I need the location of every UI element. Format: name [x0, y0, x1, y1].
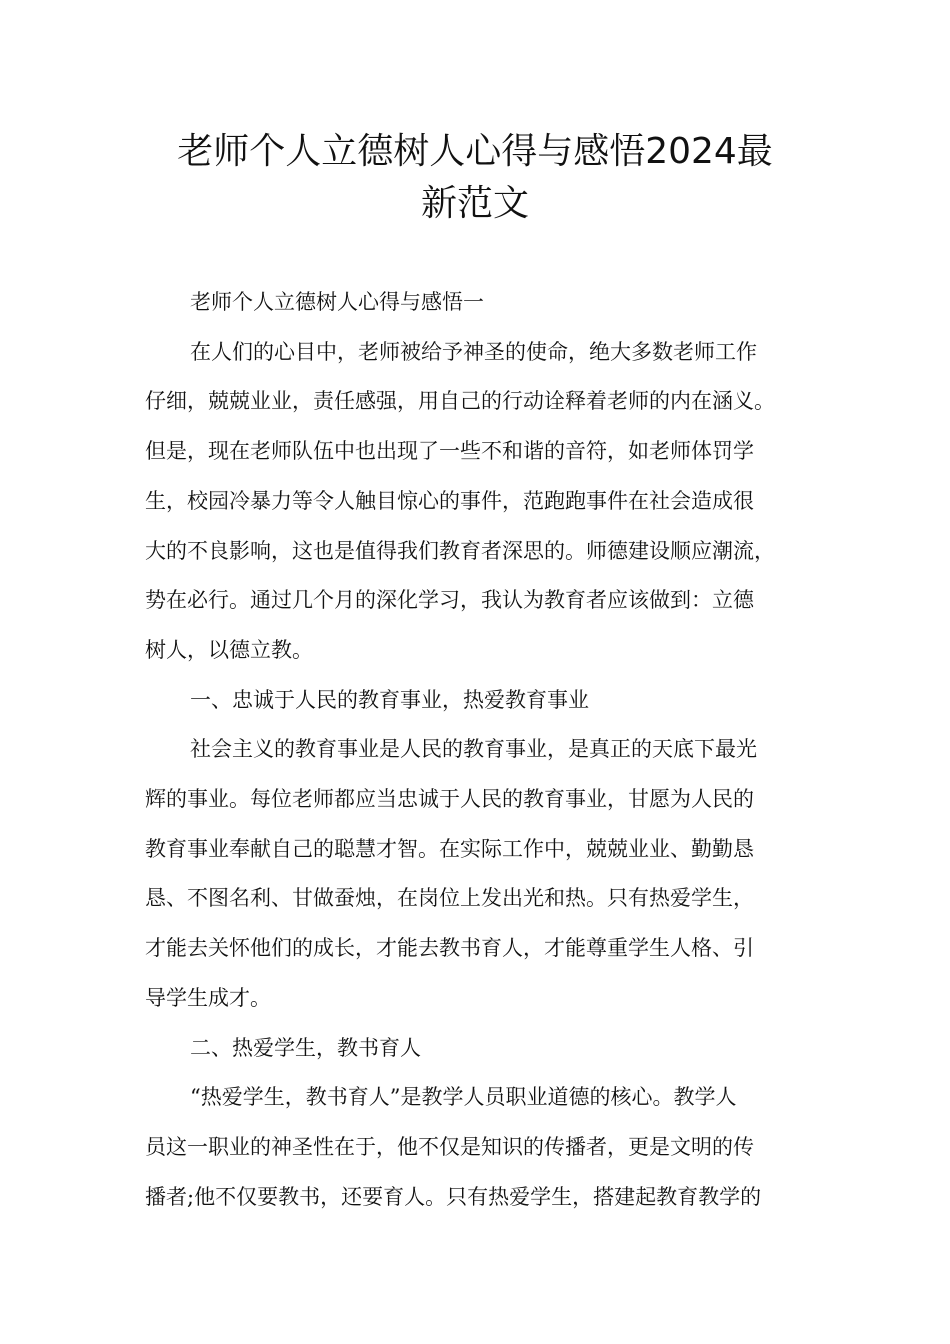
text-line: 大的不良影响，这也是值得我们教育者深思的。师德建设顺应潮流， [145, 538, 775, 563]
section-title: 老师个人立德树人心得与感悟一 [190, 290, 484, 314]
text-line: 势在必行。通过几个月的深化学习，我认为教育者应该做到：立德 [145, 588, 754, 613]
text-line: 生，校园冷暴力等令人触目惊心的事件，范跑跑事件在社会造成很 [145, 488, 754, 513]
text-line: 在人们的心目中，老师被给予神圣的使命，绝大多数老师工作 [190, 339, 757, 364]
text-line: 社会主义的教育事业是人民的教育事业，是真正的天底下最光 [190, 737, 757, 762]
document-body [145, 278, 815, 1222]
text-line: 导学生成才。 [145, 985, 271, 1010]
paragraph-2 [145, 725, 815, 1023]
text-line: 恳、不图名利、甘做蚕烛，在岗位上发出光和热。只有热爱学生， [145, 886, 754, 911]
paragraph-3 [145, 1073, 815, 1222]
title-line-2: 新范文 [420, 183, 529, 224]
text-line: 仔细，兢兢业业，责任感强，用自己的行动诠释着老师的内在涵义。 [145, 389, 775, 414]
document-title [110, 126, 840, 230]
text-line: 播者;他不仅要教书，还要育人。只有热爱学生，搭建起教育教学的 [145, 1184, 762, 1209]
text-line: 教育事业奉献自己的聪慧才智。在实际工作中，兢兢业业、勤勤恳 [145, 836, 754, 861]
paragraph-1 [145, 328, 815, 676]
text-line: 辉的事业。每位老师都应当忠诚于人民的教育事业，甘愿为人民的 [145, 787, 754, 812]
text-line: 但是，现在老师队伍中也出现了一些不和谐的音符，如老师体罚学 [145, 439, 754, 464]
section-heading-2: 二、热爱学生，教书育人 [190, 1035, 421, 1060]
title-line-1: 老师个人立德树人心得与感悟2024最 [177, 131, 773, 172]
section-heading-1: 一、忠诚于人民的教育事业，热爱教育事业 [190, 687, 589, 712]
text-line: 树人，以德立教。 [145, 637, 313, 662]
text-line: “热爱学生，教书育人”是教学人员职业道德的核心。教学人 [190, 1085, 737, 1110]
text-line: 才能去关怀他们的成长，才能去教书育人，才能尊重学生人格、引 [145, 936, 754, 961]
text-line: 员这一职业的神圣性在于，他不仅是知识的传播者，更是文明的传 [145, 1134, 754, 1159]
